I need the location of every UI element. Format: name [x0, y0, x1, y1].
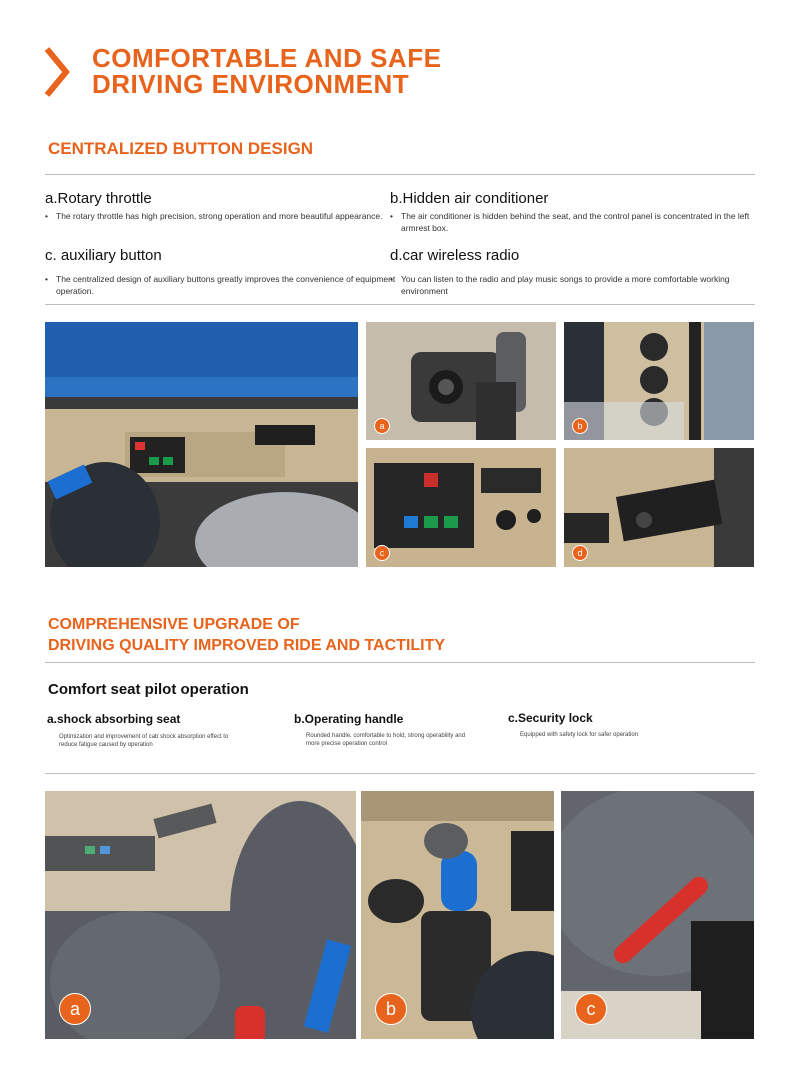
feature-heading: d.car wireless radio [390, 247, 520, 264]
item-shock-absorbing-seat [47, 712, 239, 749]
feature-auxiliary-button [45, 247, 406, 297]
feature-heading: c. auxiliary button [45, 247, 162, 264]
security-lock-photo [561, 791, 754, 1039]
feature-hidden-air-conditioner [390, 190, 751, 234]
divider [45, 773, 755, 774]
feature-text: • The air conditioner is hidden behind the seat, and the control panel is concentrated in the left armrest box. [390, 211, 751, 234]
photo-label-badge: c [374, 545, 390, 561]
feature-text: • You can listen to the radio and play music songs to provide a more comfortable working environment [390, 274, 771, 297]
item-security-lock [508, 711, 720, 739]
page-title-line1: COMFORTABLE AND SAFE [92, 43, 442, 73]
divider [45, 174, 755, 175]
divider [45, 662, 755, 663]
hidden-air-conditioner-photo [564, 322, 754, 440]
item-operating-handle [294, 712, 466, 748]
feature-car-wireless-radio [390, 247, 771, 297]
section-title-line2: DRIVING QUALITY IMPROVED RIDE AND TACTILITY [48, 637, 446, 654]
photo-label-badge: d [572, 545, 588, 561]
section-title-line1: COMPREHENSIVE UPGRADE OF [48, 616, 300, 633]
section-title-button-design: CENTRALIZED BUTTON DESIGN [48, 139, 314, 158]
section-title-driving-quality [48, 614, 445, 656]
section-subtitle: Comfort seat pilot operation [48, 681, 249, 698]
feature-heading: a.Rotary throttle [45, 190, 152, 207]
car-radio-photo [564, 448, 754, 567]
divider [45, 304, 755, 305]
item-text: Equipped with safety lock for safer operation [520, 732, 639, 738]
photo-label-badge: a [374, 418, 390, 434]
photo-label-badge: a [59, 993, 91, 1025]
operating-handle-photo [361, 791, 554, 1039]
photo-label-badge: b [572, 418, 588, 434]
photo-label-badge: c [575, 993, 607, 1025]
feature-heading: b.Hidden air conditioner [390, 190, 549, 207]
feature-text: • The rotary throttle has high precision, strong operation and more beautiful appearance. [45, 211, 406, 223]
item-text: Optimization and improvement of cab shock absorption effect to reduce fatigue caused by operation [59, 734, 229, 748]
shock-absorbing-seat-photo [45, 791, 356, 1039]
auxiliary-buttons-photo [366, 448, 556, 567]
page-title [92, 45, 441, 97]
feature-text: • The centralized design of auxiliary buttons greatly improves the convenience of equipment operation. [45, 274, 406, 297]
item-heading: b.Operating handle [294, 712, 404, 726]
photo-label-badge: b [375, 993, 407, 1025]
rotary-throttle-photo [366, 322, 556, 440]
cab-dashboard-photo [45, 322, 358, 567]
feature-rotary-throttle [45, 190, 406, 223]
item-heading: a.shock absorbing seat [47, 712, 181, 726]
item-text: Rounded handle, comfortable to hold, strong operability and more precise operation control [306, 733, 466, 747]
chevron-right-icon [42, 45, 72, 99]
page-title-line2: DRIVING ENVIRONMENT [92, 69, 410, 99]
item-heading: c.Security lock [508, 711, 593, 725]
